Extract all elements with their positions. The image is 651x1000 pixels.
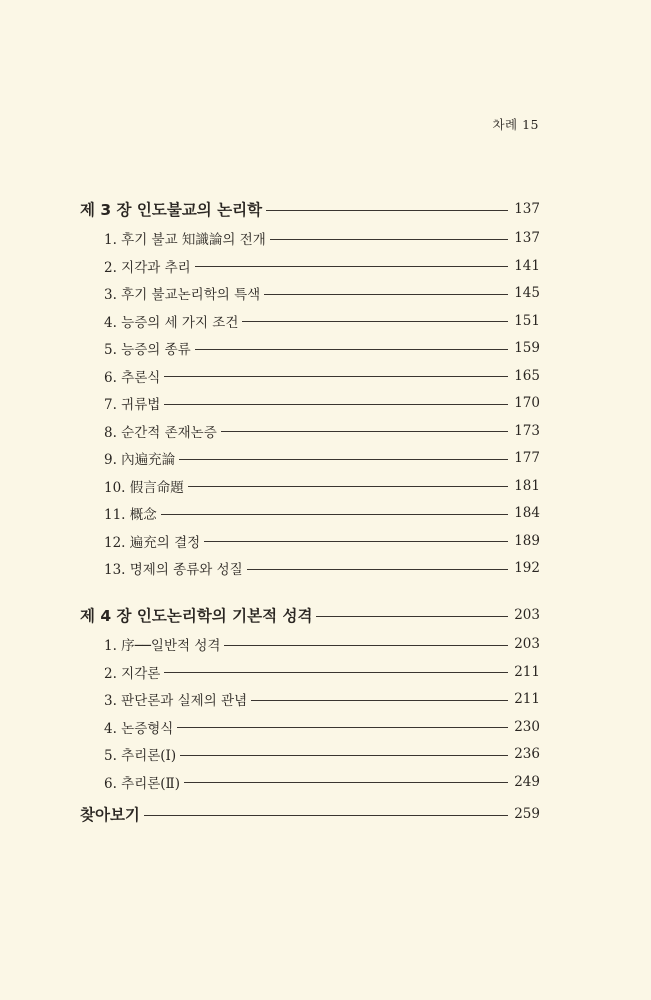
- section-entry: [104, 255, 540, 277]
- section-title: 8. 순간적 존재논증: [104, 424, 217, 441]
- section-title: 7. 귀류법: [104, 397, 161, 413]
- dot-leader: [164, 404, 508, 405]
- page-number: 170: [514, 395, 540, 411]
- section-entry: [104, 337, 540, 359]
- section-title: 12. 遍充의 결정: [104, 534, 201, 551]
- dot-leader: [221, 431, 508, 432]
- dot-leader: [224, 645, 508, 646]
- page-number: 159: [514, 340, 540, 356]
- section-title: 6. 추리론(Ⅱ): [104, 775, 181, 792]
- section-title: 9. 內遍充論: [104, 452, 176, 468]
- dot-leader: [264, 294, 508, 295]
- section-title: 3. 판단론과 실제의 관념: [104, 693, 248, 709]
- dot-leader: [184, 782, 508, 783]
- section-title: 10. 假言命題: [104, 479, 184, 496]
- dot-leader: [316, 616, 508, 617]
- dot-leader: [188, 486, 508, 487]
- page-number: 211: [514, 691, 540, 707]
- page-number: 236: [514, 746, 540, 762]
- page-number: 141: [514, 257, 540, 274]
- section-title: 1. 序──일반적 성격: [104, 638, 221, 654]
- section-entry: [104, 365, 540, 387]
- section-entry: [104, 633, 540, 655]
- page-number: 137: [514, 201, 540, 217]
- page-number: 230: [514, 718, 540, 735]
- dot-leader: [161, 514, 508, 515]
- section-entry: [104, 688, 540, 710]
- section-entry: [104, 661, 540, 683]
- chapter-title: 찾아보기: [80, 806, 140, 824]
- dot-leader: [195, 266, 508, 267]
- dot-leader: [180, 755, 508, 756]
- page-number: 192: [514, 560, 540, 576]
- section-title: 6. 추론식: [104, 369, 161, 386]
- dot-leader: [179, 459, 508, 460]
- chapter-entry: [80, 803, 540, 825]
- section-title: 4. 논증형식: [104, 720, 174, 737]
- page-number: 145: [514, 285, 540, 301]
- dot-leader: [164, 376, 508, 377]
- section-entry: [104, 227, 540, 249]
- section-entry: [104, 557, 540, 579]
- page-number: 181: [514, 477, 540, 494]
- page-number: 173: [514, 422, 540, 439]
- section-entry: [104, 771, 540, 793]
- page-number: 259: [514, 806, 540, 822]
- dot-leader: [266, 210, 508, 211]
- section-entry: [104, 475, 540, 497]
- chapter-title: 제 4 장 인도논리학의 기본적 성격: [80, 607, 313, 625]
- page-number: 165: [514, 367, 540, 384]
- running-header: 차례 15: [492, 117, 539, 132]
- section-title: 5. 능증의 종류: [104, 342, 191, 358]
- dot-leader: [242, 321, 508, 322]
- dot-leader: [204, 541, 508, 542]
- page-number: 137: [514, 230, 540, 246]
- section-entry: [104, 282, 540, 304]
- section-entry: [104, 743, 540, 765]
- section-title: 4. 능증의 세 가지 조건: [104, 314, 239, 331]
- section-entry: [104, 310, 540, 332]
- section-entry: [104, 502, 540, 524]
- page-number: 203: [514, 636, 540, 652]
- page-number: 184: [514, 505, 540, 521]
- dot-leader: [177, 727, 508, 728]
- dot-leader: [144, 815, 508, 816]
- section-title: 13. 명제의 종류와 성질: [104, 562, 243, 578]
- chapter-entry: [80, 604, 540, 626]
- section-title: 5. 추리론(Ⅰ): [104, 748, 177, 764]
- section-title: 2. 지각과 추리: [104, 259, 191, 276]
- section-title: 1. 후기 불교 知識論의 전개: [104, 232, 266, 248]
- section-entry: [104, 392, 540, 414]
- page-number: 211: [514, 663, 540, 680]
- dot-leader: [195, 349, 508, 350]
- section-entry: [104, 530, 540, 552]
- section-entry: [104, 716, 540, 738]
- chapter-entry: [80, 198, 540, 220]
- page-number: 189: [514, 532, 540, 549]
- section-title: 11. 概念: [104, 507, 157, 523]
- dot-leader: [251, 700, 508, 701]
- section-entry: [104, 447, 540, 469]
- dot-leader: [247, 569, 508, 570]
- dot-leader: [270, 239, 508, 240]
- section-title: 3. 후기 불교논리학의 특색: [104, 287, 261, 303]
- dot-leader: [164, 672, 508, 673]
- chapter-title: 제 3 장 인도불교의 논리학: [80, 201, 263, 219]
- page-number: 249: [514, 773, 540, 790]
- section-entry: [104, 420, 540, 442]
- section-title: 2. 지각론: [104, 665, 161, 682]
- page-number: 203: [514, 607, 540, 623]
- page-number: 177: [514, 450, 540, 466]
- page-number: 151: [514, 312, 540, 329]
